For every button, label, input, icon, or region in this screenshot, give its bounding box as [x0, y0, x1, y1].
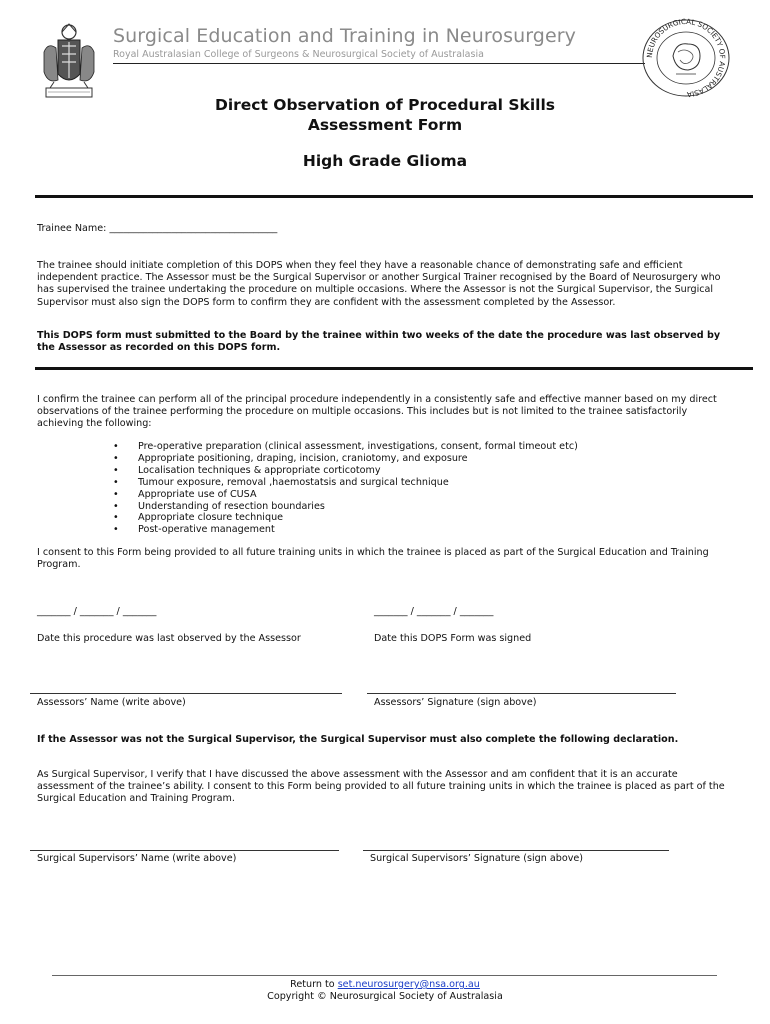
observed-date-label: Date this procedure was last observed by the Assessor	[37, 633, 301, 644]
list-item: • Appropriate use of CUSA	[113, 489, 578, 501]
competency-list	[113, 441, 578, 536]
list-item: • Localisation techniques & appropriate corticotomy	[113, 465, 578, 477]
document-title-line1: Direct Observation of Procedural Skills	[214, 96, 556, 114]
header-divider	[113, 63, 645, 64]
list-item: • Appropriate positioning, draping, incision, craniotomy, and exposure	[113, 453, 578, 465]
document-title-line2: Assessment Form	[307, 116, 463, 134]
document-title	[0, 95, 770, 135]
document-subtitle: High Grade Glioma	[302, 152, 468, 170]
assessor-signature-label: Assessors’ Signature (sign above)	[374, 697, 537, 708]
list-item: • Post-operative management	[113, 524, 578, 536]
section-divider-middle	[35, 367, 753, 370]
footer-divider	[52, 975, 717, 976]
list-item: • Pre-operative preparation (clinical assessment, investigations, consent, formal timeout etc)	[113, 441, 578, 453]
signed-date-field[interactable]: _______ / _______ / _______	[374, 606, 494, 617]
consent-paragraph: I consent to this Form being provided to all future training units in which the trainee is placed as part of the Surgical Education and Training Program.	[37, 547, 709, 571]
seal-text: NEUROSURGICAL SOCIETY OF AUSTRALASIA	[644, 18, 728, 98]
section-divider-top	[35, 195, 753, 198]
supervisor-name-label: Surgical Supervisors’ Name (write above)	[37, 853, 237, 864]
supervisor-signature-line[interactable]	[363, 850, 669, 851]
footer-return	[0, 979, 770, 991]
confirmation-paragraph: I confirm the trainee can perform all of the principal procedure independently in a consistently safe and effective manner based on my direct observations of the trainee performing the procedure on multiple occasions. This includes but is not limited to the trainee satisfactorily achieving the following:	[37, 394, 717, 430]
footer-copyright: Copyright © Neurosurgical Society of Australasia	[267, 991, 503, 1002]
footer-return-prefix: Return to	[290, 979, 338, 990]
observed-date-field[interactable]: _______ / _______ / _______	[37, 606, 157, 617]
supervisor-signature-label: Surgical Supervisors’ Signature (sign above)	[370, 853, 584, 864]
organisation-title: Surgical Education and Training in Neurosurgery	[113, 25, 577, 47]
trainee-name-field[interactable]: Trainee Name: ___________________________________	[37, 223, 278, 234]
supervisor-paragraph: As Surgical Supervisor, I verify that I have discussed the above assessment with the Assessor and am confident that it is an accurate assessment of the trainee’s ability. I consent to this Form being provided to all future training units in which the trainee is placed as part of the Surgical Education and Training Program.	[37, 769, 725, 805]
intro-paragraph: The trainee should initiate completion of this DOPS when they feel they have a reasonable chance of demonstrating safe and efficient independent practice. The Assessor must be the Surgical Supervisor or another Surgical Trainer recognised by the Board of Neurosurgery who has supervised the trainee undertaking the procedure on multiple occasions. Where the Assessor is not the Surgical Supervisor, the Surgical Supervisor must also sign the DOPS form to confirm they are confident with the assessment completed by the Assessor.	[37, 260, 721, 308]
supervisor-name-line[interactable]	[30, 850, 339, 851]
assessor-name-line[interactable]	[30, 693, 342, 694]
submission-note: This DOPS form must submitted to the Board by the trainee within two weeks of the date the procedure was last observed by the Assessor as recorded on this DOPS form.	[37, 330, 721, 354]
list-item: • Understanding of resection boundaries	[113, 501, 578, 513]
assessor-name-label: Assessors’ Name (write above)	[37, 697, 186, 708]
return-email-link[interactable]: set.neurosurgery@nsa.org.au	[337, 979, 480, 990]
society-seal-logo	[640, 18, 732, 98]
list-item: • Appropriate closure technique	[113, 512, 578, 524]
list-item: • Tumour exposure, removal ,haemostatsis and surgical technique	[113, 477, 578, 489]
supervisor-note: If the Assessor was not the Surgical Supervisor, the Surgical Supervisor must also complete the following declaration.	[37, 734, 679, 745]
signed-date-label: Date this DOPS Form was signed	[374, 633, 532, 644]
organisation-subtitle: Royal Australasian College of Surgeons & Neurosurgical Society of Australasia	[113, 49, 484, 60]
assessor-signature-line[interactable]	[367, 693, 676, 694]
